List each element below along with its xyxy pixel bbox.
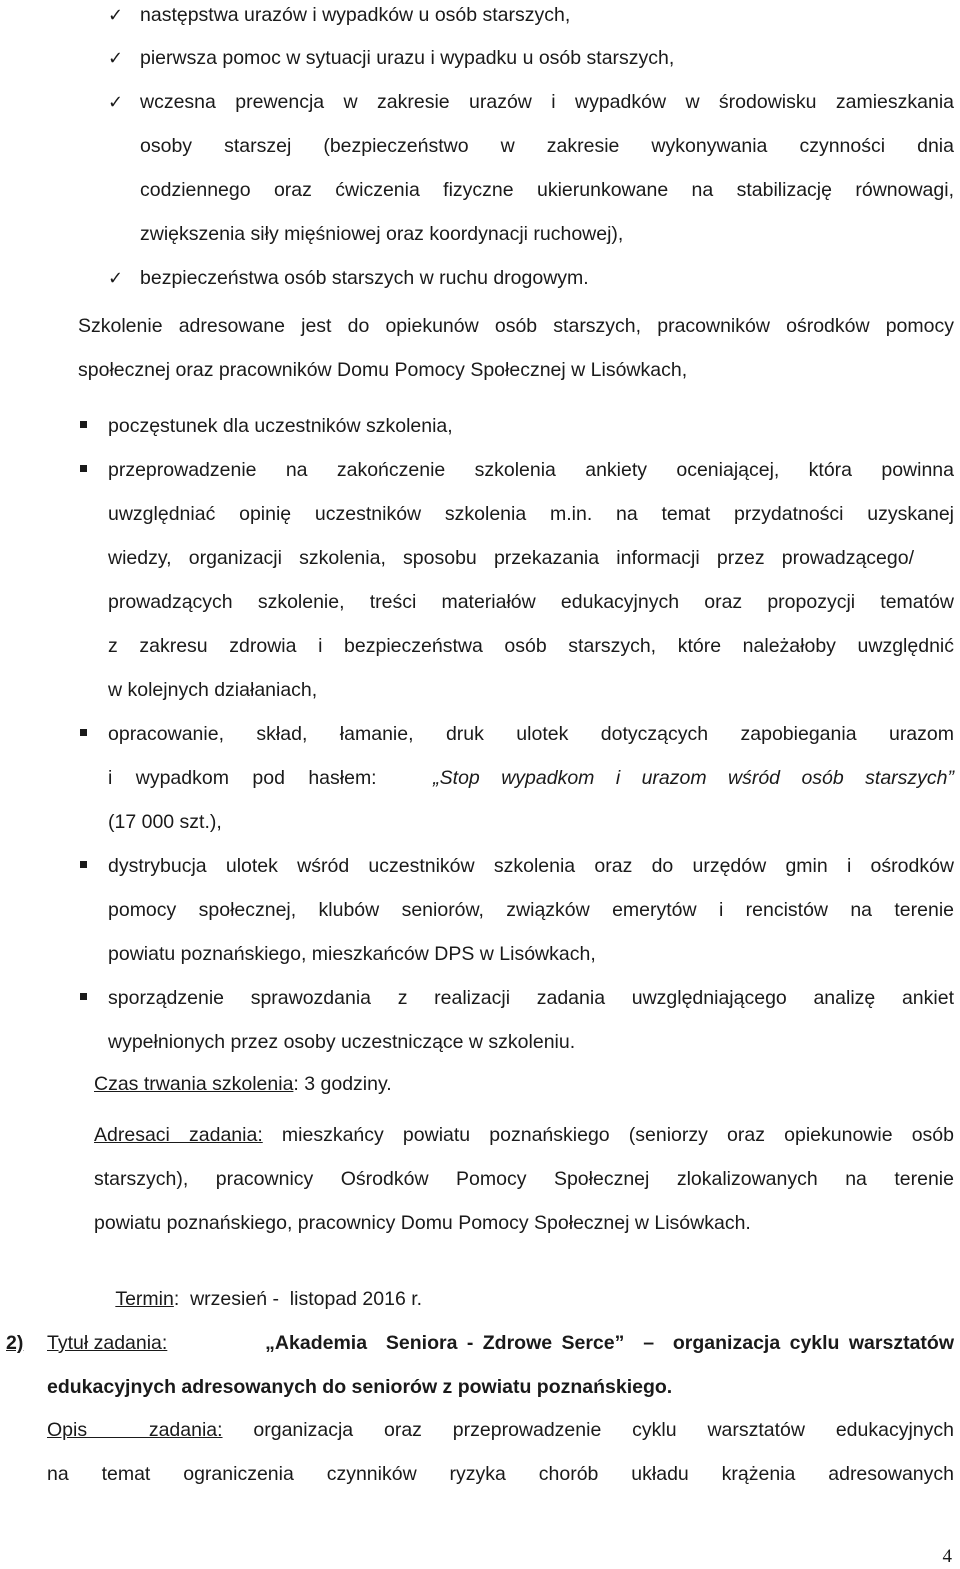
- square-bullet-icon: [80, 421, 87, 428]
- checkmark-icon: ✓: [108, 5, 124, 25]
- checkmark-icon: ✓: [108, 268, 124, 288]
- task-title-label: Tytuł zadania:: [47, 1332, 168, 1354]
- task-title-text: „Akademia Seniora - Zdrowe Serce” – organizacja cyklu warsztatów: [265, 1332, 954, 1354]
- checklist-item: pierwsza pomoc w sytuacji urazu i wypadku u osób starszych,: [140, 47, 675, 69]
- square-bullet-icon: [80, 465, 87, 472]
- bullet-item: opracowanie, skład, łamanie, druk ulotek dotyczących zapobiegania urazom: [108, 723, 954, 745]
- adresaci-line-cont: starszych), pracownicy Ośrodków Pomocy Społecznej zlokalizowanych na terenie: [94, 1168, 954, 1190]
- bullet-item-cont: [108, 765, 954, 791]
- bullet-item-cont: (17 000 szt.),: [108, 811, 222, 833]
- checkmark-icon: ✓: [108, 92, 124, 112]
- termin-line: [94, 1260, 422, 1338]
- duration-value: 3 godziny.: [298, 1073, 392, 1095]
- checklist-item: wczesna prewencja w zakresie urazów i wypadków w środowisku zamieszkania: [140, 91, 954, 113]
- bullet-item-cont: z zakresu zdrowia i bezpieczeństwa osób starszych, które należałoby uwzględnić: [108, 635, 954, 657]
- task-opis-label: Opis zadania:: [47, 1419, 223, 1441]
- duration-label: Czas trwania szkolenia: [94, 1073, 294, 1095]
- termin-label: Termin: [115, 1288, 174, 1310]
- termin-value: wrzesień - listopad 2016 r.: [179, 1288, 423, 1310]
- bullet-item-cont: uwzględniać opinię uczestników szkolenia m.in. na temat przydatności uzyskanej: [108, 503, 954, 525]
- square-bullet-icon: [80, 993, 87, 1000]
- duration-line: [94, 1071, 392, 1097]
- task-title-line: [47, 1330, 954, 1356]
- checkmark-icon: ✓: [108, 48, 124, 68]
- bullet-item: poczęstunek dla uczestników szkolenia,: [108, 415, 453, 437]
- square-bullet-icon: [80, 861, 87, 868]
- termin-sep: :: [173, 1288, 180, 1310]
- adresaci-line-cont: powiatu poznańskiego, pracownicy Domu Pomocy Społecznej w Lisówkach.: [94, 1212, 751, 1234]
- square-bullet-icon: [80, 729, 87, 736]
- task-title-cont: edukacyjnych adresowanych do seniorów z powiatu poznańskiego.: [47, 1376, 673, 1398]
- slogan-text: „Stop wypadkom i urazom wśród osób starszych”: [433, 767, 954, 789]
- bullet-item: przeprowadzenie na zakończenie szkolenia ankiety oceniającej, która powinna: [108, 459, 954, 481]
- adresaci-text: mieszkańcy powiatu poznańskiego (seniorzy oraz opiekunowie osób: [262, 1124, 954, 1146]
- bullet-item-cont: prowadzących szkolenie, treści materiałów edukacyjnych oraz propozycji tematów: [108, 591, 954, 613]
- paragraph-line: Szkolenie adresowane jest do opiekunów osób starszych, pracowników ośrodków pomocy: [78, 315, 954, 337]
- bullet-item-cont: wiedzy, organizacji szkolenia, sposobu przekazania informacji przez prowadzącego/: [108, 547, 914, 569]
- checklist-item: bezpieczeństwa osób starszych w ruchu drogowym.: [140, 267, 589, 289]
- duration-sep: :: [293, 1073, 299, 1095]
- bullet-item-cont: wypełnionych przez osoby uczestniczące w szkoleniu.: [108, 1031, 576, 1053]
- adresaci-line: [94, 1122, 954, 1148]
- task-opis-line: [47, 1417, 954, 1443]
- checklist-item: następstwa urazów i wypadków u osób starszych,: [140, 4, 571, 26]
- bullet-item: sporządzenie sprawozdania z realizacji zadania uwzględniającego analizę ankiet: [108, 987, 954, 1009]
- bullet-item-cont: w kolejnych działaniach,: [108, 679, 318, 701]
- paragraph-line: społecznej oraz pracowników Domu Pomocy Społecznej w Lisówkach,: [78, 359, 688, 381]
- task-opis-cont: na temat ograniczenia czynników ryzyka chorób układu krążenia adresowanych: [47, 1463, 954, 1485]
- bullet-item: dystrybucja ulotek wśród uczestników szkolenia oraz do urzędów gmin i ośrodków: [108, 855, 954, 877]
- checklist-item-cont: zwiększenia siły mięśniowej oraz koordynacji ruchowej),: [140, 223, 624, 245]
- bullet-item-cont: powiatu poznańskiego, mieszkańców DPS w Lisówkach,: [108, 943, 596, 965]
- task-number: 2): [6, 1332, 24, 1354]
- bullet-item-cont: pomocy społecznej, klubów seniorów, związków emerytów i rencistów na terenie: [108, 899, 954, 921]
- slogan-prefix: i wypadkom pod hasłem:: [108, 767, 377, 789]
- adresaci-label: Adresaci zadania:: [94, 1124, 263, 1146]
- task-opis-text: organizacja oraz przeprowadzenie cyklu warsztatów edukacyjnych: [222, 1419, 954, 1441]
- checklist-item-cont: codziennego oraz ćwiczenia fizyczne ukierunkowane na stabilizację równowagi,: [140, 179, 954, 201]
- page-number: 4: [942, 1546, 952, 1567]
- checklist-item-cont: osoby starszej (bezpieczeństwo w zakresie wykonywania czynności dnia: [140, 135, 954, 157]
